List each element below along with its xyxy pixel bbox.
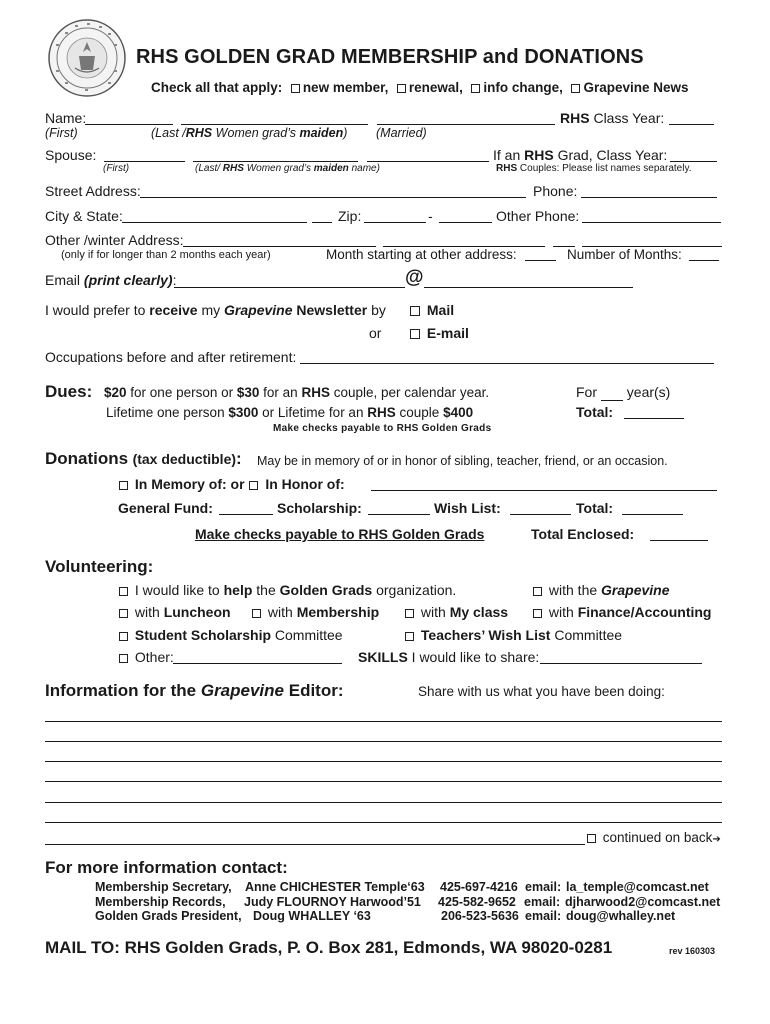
- newsletter-preference-label: I would prefer to receive my Grapevine Newsletter by: [45, 302, 386, 318]
- sub-first-label: (First): [45, 126, 78, 140]
- or-label: or: [369, 325, 382, 341]
- donations-note: May be in memory of or in honor of sibling, teacher, friend, or an occasion.: [257, 454, 668, 468]
- check-all-label: Check all that apply:: [151, 80, 283, 95]
- contact-email-label: email:: [524, 895, 561, 909]
- contact-role: Membership Records,: [95, 895, 226, 909]
- student-scholarship-option: Student Scholarship Committee: [118, 627, 343, 643]
- editor-line-7[interactable]: [45, 844, 585, 845]
- total-enclosed-label: Total Enclosed:: [531, 526, 635, 542]
- number-months-label: Number of Months:: [567, 247, 682, 262]
- month-starting-field[interactable]: [525, 260, 556, 261]
- email-option-label: E-mail: [426, 325, 469, 341]
- continued-on-back: continued on back➔: [586, 830, 721, 845]
- other-field[interactable]: [173, 663, 342, 664]
- renewal-label: renewal,: [408, 80, 463, 95]
- dues-payable-note: Make checks payable to RHS Golden Grads: [273, 423, 492, 434]
- wish-list-field[interactable]: [510, 514, 571, 515]
- occupations-label: Occupations before and after retirement:: [45, 349, 297, 365]
- donation-total-label: Total:: [576, 500, 614, 516]
- sub-married-label: (Married): [376, 126, 427, 140]
- zip-label: Zip:: [338, 208, 362, 224]
- general-fund-field[interactable]: [219, 514, 273, 515]
- contact-phone: 206-523-5636: [441, 909, 519, 923]
- continued-checkbox[interactable]: [587, 834, 596, 843]
- editor-line-5[interactable]: [45, 802, 722, 803]
- myclass-checkbox[interactable]: [405, 609, 414, 618]
- contact-email-label: email:: [525, 909, 562, 923]
- contact-email-label: email:: [525, 880, 562, 894]
- teachers-wish-checkbox[interactable]: [405, 632, 414, 641]
- total-enclosed-field[interactable]: [650, 540, 708, 541]
- renewal-checkbox[interactable]: [397, 84, 406, 93]
- contact-phone: 425-582-9652: [438, 895, 516, 909]
- new-member-label: new member,: [302, 80, 389, 95]
- page-title: RHS GOLDEN GRAD MEMBERSHIP and DONATIONS: [136, 46, 644, 68]
- winter-note: (only if for longer than 2 months each year): [61, 249, 271, 261]
- grapevine-news-checkbox[interactable]: [571, 84, 580, 93]
- spouse-label: Spouse:: [45, 147, 97, 163]
- scholarship-field[interactable]: [368, 514, 430, 515]
- class-year-field[interactable]: [669, 124, 714, 125]
- dues-total-field[interactable]: [624, 418, 684, 419]
- myclass-option: with My class: [404, 604, 508, 620]
- spouse-class-year-label: If an RHS Grad, Class Year:: [493, 147, 668, 163]
- contact-phone: 425-697-4216: [440, 880, 518, 894]
- dues-years-label: For year(s): [576, 384, 671, 400]
- dues-heading: Dues:: [45, 382, 93, 401]
- email-user-field[interactable]: [174, 287, 405, 288]
- in-memory-checkbox[interactable]: [119, 481, 128, 490]
- phone-label: Phone:: [533, 183, 578, 199]
- grapevine-option: with the Grapevine: [532, 582, 670, 598]
- skills-field[interactable]: [540, 663, 702, 664]
- email-option: [409, 325, 469, 341]
- check-all-row: [151, 80, 689, 95]
- contact-email[interactable]: doug@whalley.net: [566, 909, 676, 923]
- scholarship-label: Scholarship:: [277, 500, 362, 516]
- info-change-checkbox[interactable]: [471, 84, 480, 93]
- membership-option: with Membership: [251, 604, 379, 620]
- spouse-first-field[interactable]: [104, 161, 185, 162]
- other-option: Other:: [118, 649, 174, 665]
- zip-field[interactable]: [364, 222, 426, 223]
- other-checkbox[interactable]: [119, 654, 128, 663]
- winter-address-label: Other /winter Address:: [45, 232, 184, 248]
- donations-heading: Donations (tax deductible):: [45, 449, 242, 468]
- contact-role: Membership Secretary,: [95, 880, 232, 894]
- dues-total-label: Total:: [576, 404, 614, 420]
- general-fund-label: General Fund:: [118, 500, 213, 516]
- first-name-field[interactable]: [85, 124, 173, 125]
- editor-line-3[interactable]: [45, 761, 722, 762]
- editor-line-4[interactable]: [45, 781, 722, 782]
- membership-checkbox[interactable]: [252, 609, 261, 618]
- finance-checkbox[interactable]: [533, 609, 542, 618]
- phone-field[interactable]: [581, 197, 717, 198]
- contact-email[interactable]: djharwood2@comcast.net: [565, 895, 721, 909]
- student-scholarship-checkbox[interactable]: [119, 632, 128, 641]
- revision-code: rev 160303: [669, 946, 716, 956]
- spouse-married-field[interactable]: [367, 161, 489, 162]
- email-checkbox[interactable]: [410, 329, 420, 339]
- class-year-label: RHS Class Year:: [560, 110, 665, 126]
- finance-option: with Finance/Accounting: [532, 604, 711, 620]
- month-starting-label: Month starting at other address:: [326, 247, 517, 262]
- grapevine-checkbox[interactable]: [533, 587, 542, 596]
- zip-ext-field[interactable]: [439, 222, 492, 223]
- wish-list-label: Wish List:: [434, 500, 501, 516]
- help-option: I would like to help the Golden Grads organization.: [118, 582, 456, 598]
- dues-years-field[interactable]: [601, 384, 623, 401]
- city-field[interactable]: [122, 222, 307, 223]
- other-phone-label: Other Phone:: [496, 208, 580, 224]
- spouse-sub-first: (First): [103, 163, 130, 174]
- mail-checkbox[interactable]: [410, 306, 420, 316]
- spouse-class-year-field[interactable]: [670, 161, 717, 162]
- editor-heading: Information for the Grapevine Editor:: [45, 681, 344, 700]
- zip-dash: -: [428, 208, 433, 224]
- number-months-field[interactable]: [689, 260, 719, 261]
- editor-line-1[interactable]: [45, 721, 722, 722]
- donations-payable-note: Make checks payable to RHS Golden Grads: [195, 526, 485, 542]
- teachers-wish-option: Teachers’ Wish List Committee: [404, 627, 622, 643]
- sub-last-label: (Last /RHS Women grad’s maiden): [151, 126, 348, 140]
- email-at-sign: @: [405, 267, 424, 288]
- luncheon-option: with Luncheon: [118, 604, 231, 620]
- info-change-label: info change,: [483, 80, 563, 95]
- dues-line-2: Lifetime one person $300 or Lifetime for an RHS couple $400: [106, 405, 474, 420]
- street-address-field[interactable]: [140, 197, 526, 198]
- email-label: Email (print clearly):: [45, 272, 177, 288]
- mail-label: Mail: [426, 302, 455, 318]
- name-label: Name:: [45, 110, 87, 126]
- married-name-field[interactable]: [377, 124, 555, 125]
- volunteering-heading: Volunteering:: [45, 557, 154, 576]
- contact-name: Doug WHALLEY ‘63: [253, 909, 371, 923]
- contact-name: Judy FLOURNOY Harwood’51: [244, 895, 421, 909]
- couples-note: RHS Couples: Please list names separately.: [496, 163, 692, 174]
- help-checkbox[interactable]: [119, 587, 128, 596]
- skills-label: SKILLS I would like to share:: [358, 649, 540, 665]
- luncheon-checkbox[interactable]: [119, 609, 128, 618]
- memory-honor-field[interactable]: [371, 490, 717, 491]
- contact-heading: For more information contact:: [45, 858, 288, 877]
- occupations-field[interactable]: [300, 363, 714, 364]
- city-state-label: City & State:: [45, 208, 123, 224]
- spouse-last-field[interactable]: [193, 161, 358, 162]
- mail-option: [409, 302, 454, 318]
- grapevine-news-label: Grapevine News: [583, 80, 689, 95]
- spouse-sub-last: (Last/ RHS Women grad’s maiden name): [195, 163, 380, 174]
- donation-total-field[interactable]: [622, 514, 683, 515]
- school-seal-logo: [47, 18, 127, 98]
- mail-to-address: MAIL TO: RHS Golden Grads, P. O. Box 281, Edmonds, WA 98020-0281: [45, 938, 613, 957]
- editor-line-6[interactable]: [45, 822, 722, 823]
- other-phone-field[interactable]: [582, 222, 721, 223]
- street-address-label: Street Address:: [45, 183, 141, 199]
- email-domain-field[interactable]: [424, 287, 633, 288]
- contact-name: Anne CHICHESTER Temple‘63: [245, 880, 425, 894]
- right-arrow-icon: ➔: [712, 834, 721, 845]
- state-field[interactable]: [312, 222, 332, 223]
- contact-email[interactable]: la_temple@comcast.net: [566, 880, 709, 894]
- memory-honor-row: In Memory of: or In Honor of:: [118, 476, 345, 492]
- share-label: Share with us what you have been doing:: [418, 684, 665, 699]
- new-member-checkbox[interactable]: [291, 84, 300, 93]
- dues-line-1: $20 for one person or $30 for an RHS couple, per calendar year.: [104, 385, 490, 400]
- editor-line-2[interactable]: [45, 741, 722, 742]
- last-name-field[interactable]: [181, 124, 368, 125]
- in-honor-checkbox[interactable]: [249, 481, 258, 490]
- contact-role: Golden Grads President,: [95, 909, 242, 923]
